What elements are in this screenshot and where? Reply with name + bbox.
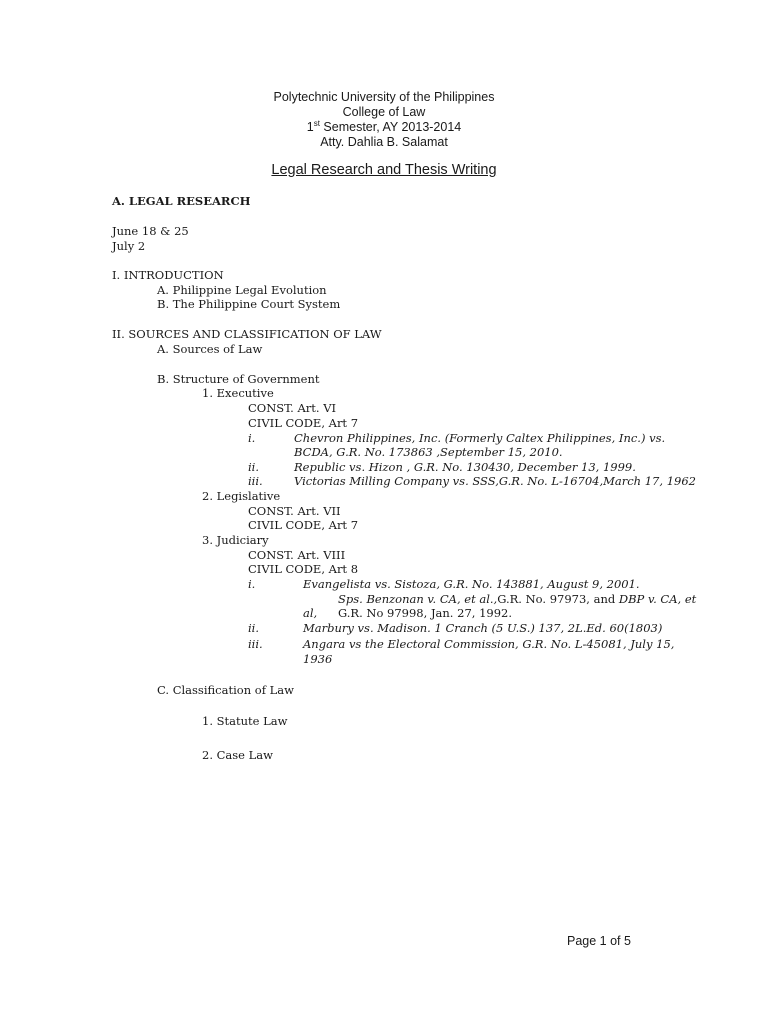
outline-item: C. Classification of Law [157,683,294,697]
case-number: iii. [248,474,263,488]
case-citation: al, [303,606,318,620]
citation: CIVIL CODE, Art 7 [248,416,359,430]
sources-heading: II. SOURCES AND CLASSIFICATION OF LAW [112,327,382,341]
citation: CONST. Art. VIII [248,548,346,562]
case-citation: Chevron Philippines, Inc. (Formerly Caltex Philippines, Inc.) vs. [294,431,666,445]
case-number: ii. [248,460,260,474]
date-line: June 18 & 25 [112,224,189,238]
citation: CIVIL CODE, Art 8 [248,562,359,576]
outline-item: B. The Philippine Court System [157,297,341,311]
semester-line: 1st Semester, AY 2013-2014 [306,118,462,134]
citation: CONST. Art. VII [248,504,341,518]
outline-item: B. Structure of Government [157,372,320,386]
outline-item: A. Philippine Legal Evolution [157,283,327,297]
case-number: ii. [248,621,260,635]
case-citation: Evangelista vs. Sistoza, G.R. No. 143881, August 9, 2001. [303,577,640,591]
citation: CONST. Art. VI [248,401,337,415]
case-citation: BCDA, G.R. No. 173863 ,September 15, 2010. [294,445,563,459]
date-line: July 2 [112,239,146,253]
college-name: College of Law [342,105,426,119]
outline-item: 3. Judiciary [202,533,269,547]
section-heading-legal-research: A. LEGAL RESEARCH [112,194,251,208]
case-number: iii. [248,637,263,651]
page-number: Page 1 of 5 [567,934,631,948]
case-citation: Republic vs. Hizon , G.R. No. 130430, December 13, 1999. [294,460,636,474]
outline-item: A. Sources of Law [157,342,263,356]
document-title: Legal Research and Thesis Writing [271,162,497,178]
case-number: i. [248,431,256,445]
outline-item: 1. Executive [202,386,274,400]
citation: CIVIL CODE, Art 7 [248,518,359,532]
case-citation: Angara vs the Electoral Commission, G.R. No. L-45081, July 15, [303,637,675,651]
intro-heading: I. INTRODUCTION [112,268,224,282]
case-number: i. [248,577,256,591]
case-citation: Victorias Milling Company vs. SSS,G.R. No. L-16704,March 17, 1962 [294,474,696,488]
university-name: Polytechnic University of the Philippines [273,90,495,104]
case-citation: G.R. No 97998, Jan. 27, 1992. [338,606,512,620]
case-citation: Sps. Benzonan v. CA, et al.,G.R. No. 97973, and DBP v. CA, et [338,592,697,606]
outline-item: 2. Legislative [202,489,281,503]
professor-name: Atty. Dahlia B. Salamat [320,135,448,149]
case-citation: Marbury vs. Madison. 1 Cranch (5 U.S.) 137, 2L.Ed. 60(1803) [303,621,663,635]
outline-item: 1. Statute Law [202,714,288,728]
case-citation: 1936 [303,652,333,666]
outline-item: 2. Case Law [202,748,273,762]
